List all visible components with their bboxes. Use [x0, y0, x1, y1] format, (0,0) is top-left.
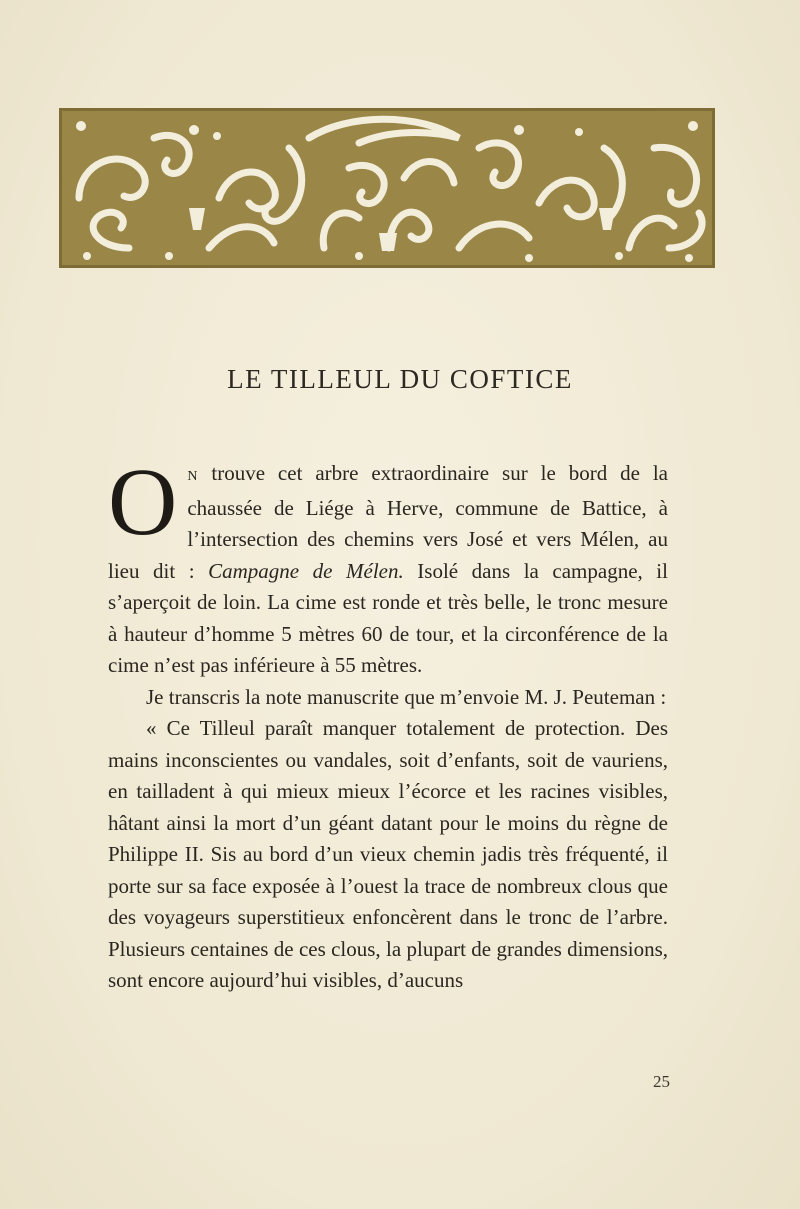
drop-cap: O — [108, 448, 178, 555]
paragraph-1-text: trouve cet arbre extraordinaire sur le bord de la chaussée de Liége à Herve, commune de Battice, à l’intersection des chemins vers José et vers Mélen, au lieu dit : — [108, 461, 668, 583]
paragraph-2: Je transcris la note manuscrite que m’envoie M. J. Peuteman : — [146, 684, 667, 709]
body-text — [108, 448, 668, 997]
page-number: 25 — [653, 1072, 670, 1091]
italic-place-name: Campagne de Mélen. — [208, 558, 404, 583]
paragraph-3: « Ce Tilleul paraît manquer totalement de protection. Des mains inconscientes ou vandales, soit d’enfants, soit de vauriens, en tailladent à qui mieux mieux l’écorce et les racines visibles, hâtant ainsi la mort d’un géant datant pour le moins du règne de Philippe II. Sis au bord d’un vieux chemin jadis très fréquenté, il porte sur sa face exposée à l’ouest la trace de nombreux clous que des voyageurs superstitieux enfoncèrent dans le tronc de l’arbre. Plusieurs centaines de ces clous, la plupart de grandes dimensions, sont encore aujourd’hui visibles, d’aucuns — [108, 716, 668, 992]
chapter-title: LE TILLEUL DU COFTICE — [227, 364, 573, 394]
arabesque-headpiece-icon — [59, 108, 715, 268]
paragraph-1 — [108, 448, 668, 682]
paragraph-1-end: Isolé dans la campagne, il s’aperçoit de loin. La cime est ronde et très belle, le tronc mesure à hauteur d’homme 5 mètres 60 de tour, et la circonférence de la cime n’est pas inférieure à 55 mètres. — [108, 558, 668, 677]
small-caps-letter: N — [187, 469, 199, 484]
